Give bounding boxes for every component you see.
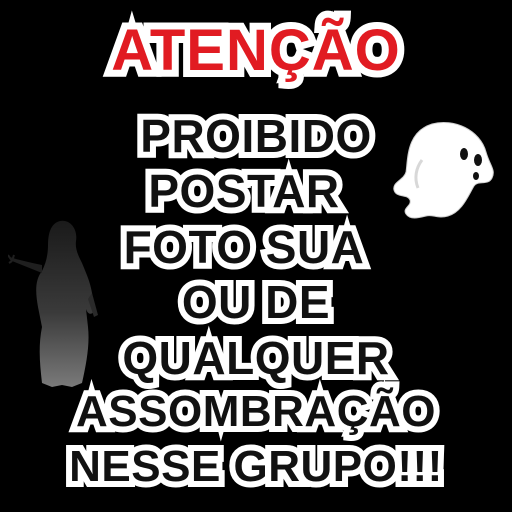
ghost-woman-figure [8,215,100,390]
message-line-4: OU DE [181,276,331,328]
message-line-7: NESSE GRUPO!!! [69,442,443,491]
warning-title: ATENÇÃO [111,18,401,83]
message-line-2: POSTAR [148,165,340,217]
ghost-icon [392,120,500,224]
message-line-6: ASSOMBRAÇÃO [76,387,436,436]
message-line-5: QUALQUER [122,332,390,384]
message-line-1: PROIBIDO [140,110,372,162]
message-line-3: FOTO SUA [123,221,365,273]
